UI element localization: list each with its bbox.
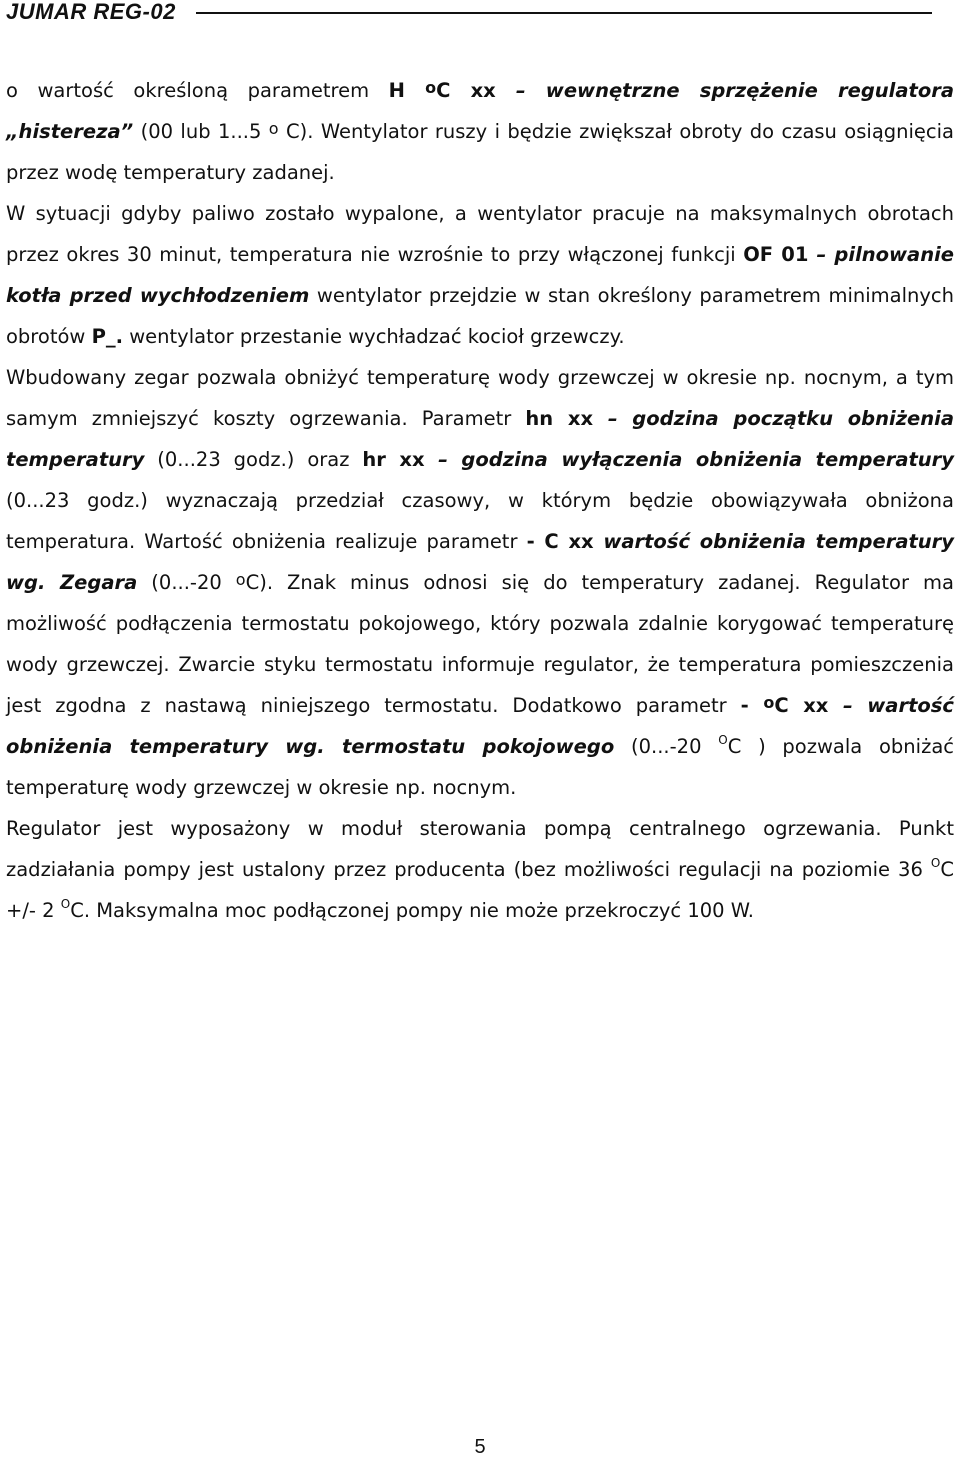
document-body — [6, 70, 954, 931]
degree-symbol: O — [930, 856, 941, 870]
degree-symbol: o — [235, 570, 246, 589]
paragraph-hysteresis: o wartość określoną parametrem H $^o$C xx – wewnętrzne sprzężenie regulatora „histereza” (00 lub 1...5 $^o$ C). Wentylator ruszy i będzie zwiększał obroty do czasu osiągnięcia przez wodę temperatury zadanej. — [6, 78, 955, 184]
page-header — [6, 0, 932, 24]
degree-symbol: o — [268, 119, 279, 138]
header-rule — [196, 12, 932, 14]
page-number: 5 — [474, 1436, 486, 1458]
degree-symbol: O — [60, 897, 71, 911]
degree-symbol: O — [718, 733, 728, 747]
degree-symbol: o — [763, 693, 775, 712]
paragraph-clock-reduction: Wbudowany zegar pozwala obniżyć temperaturę wody grzewczej w okresie np. nocnym, a tym samym zmniejszyć koszty ogrzewania. Parametr hn xx – godzina początku obniżenia temperatury (0...23 godz.) oraz hr xx – godzina wyłączenia obniżenia temperatury (0...23 godz.) wyznaczają przedział czasowy, w którym będzie obowiązywała obniżona temperatura. Wartość obniżenia realizuje parametr - C xx wartość obniżenia temperatury wg. Zegara (0...-20 $^o$C). Znak minus odnosi się do temperatury zadanej. Regulator ma możliwość podłączenia termostatu pokojowego, który pozwala zdalnie korygować temperaturę wody grzewczej. Zwarcie styku termostatu informuje regulator, że temperatura pomieszczenia jest zgodna z nastawą niniejszego termostatu. Dodatkowo parametr - $^o$C xx – wartość obniżenia temperatury wg. termostatu pokojowego (0...-20 $^O$C ) pozwala obniżać temperaturę wody grzewczej w okresie np. nocnym. — [6, 366, 955, 799]
degree-symbol: o — [425, 78, 437, 97]
paragraph-cooling-protection: W sytuacji gdyby paliwo zostało wypalone, a wentylator pracuje na maksymalnych obrotach przez okres 30 minut, temperatura nie wzrośnie to przy włączonej funkcji OF 01 – pilnowanie kotła przed wychłodzeniem wentylator przejdzie w stan określony parametrem minimalnych obrotów P_. wentylator przestanie wychładzać kocioł grzewczy. — [6, 202, 954, 348]
paragraph-pump-module: Regulator jest wyposażony w moduł sterowania pompą centralnego ogrzewania. Punkt zadziałania pompy jest ustalony przez producenta (bez możliwości regulacji na poziomie 36 $^O$C +/- 2 $^O$C. Maksymalna moc podłączonej pompy nie może przekroczyć 100 W. — [6, 817, 954, 922]
document-title: JUMAR REG-02 — [6, 0, 176, 24]
